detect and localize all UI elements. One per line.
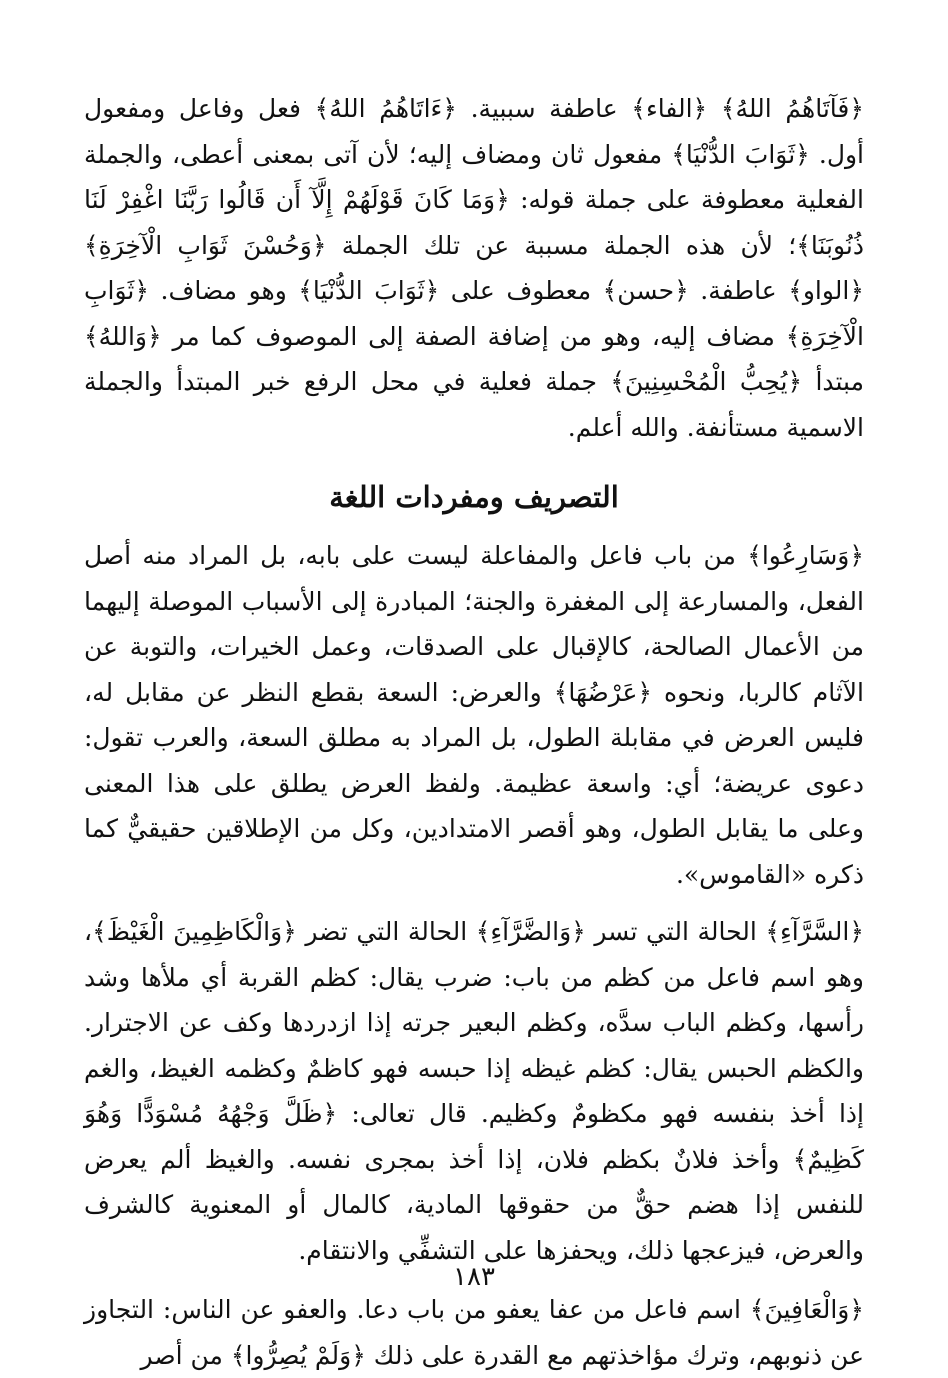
paragraph-sarra-kazimin: ﴿السَّرَّآءِ﴾ الحالة التي تسر ﴿وَالضَّرَّآءِ﴾ الحالة التي تضر ﴿وَالْكَاظِمِينَ الْغَيْظَ﴾، وهو اسم فاعل من كظم من باب: ضرب يقال: كظم القربة أي ملأها وشد رأسها، وكظم الباب سدَّه، وكظم البعير جرته إذا ازدردها وكف عن الاجترار. والكظم الحبس يقال: كظم غيظه إذا حبسه فهو كاظمٌ وكظمه الغيظ، والغم إذا أخذ بنفسه فهو مكظومٌ وكظيم. قال تعالى: ﴿ظَلَّ وَجْهُهُ مُسْوَدًّا وَهُوَ كَظِيمٌ﴾ وأخذ فلانٌ بكظم فلان، إذا أخذ بمجرى نفسه. والغيظ ألم يعرض للنفس إذا هضم حقٌّ من حقوقها المادية، كالمال أو المعنوية كالشرف والعرض، فيزعجها ذلك، ويحفزها على التشفِّي والانتقام. xyxy=(84,917,864,1265)
paragraph-sariu: ﴿وَسَارِعُوا﴾ من باب فاعل والمفاعلة ليست على بابه، بل المراد منه أصل الفعل، والمسارعة إلى المغفرة والجنة؛ المبادرة إلى الأسباب الموصلة إليهما من الأعمال الصالحة، كالإقبال على الصدقات، وعمل الخيرات، والتوبة عن الآثام كالربا، ونحوه ﴿عَرْضُهَا﴾ والعرض: السعة بقطع النظر عن مقابل له، فليس العرض في مقابلة الطول، بل المراد به مطلق السعة، والعرب تقول: دعوى عريضة؛ أي: واسعة عظيمة. ولفظ العرض يطلق على هذا المعنى وعلى ما يقابل الطول، وهو أقصر الامتدادين، وكل من الإطلاقين حقيقيٌّ كما ذكره «القاموس». xyxy=(84,541,864,889)
paragraph-grammar-analysis: ﴿فَآتَاهُمُ اللهُ﴾ ﴿الفاء﴾ عاطفة سببية. ﴿ءَاتَاهُمُ اللهُ﴾ فعل وفاعل ومفعول أول. ﴿ثَوَابَ الدُّنْيَا﴾ مفعول ثان ومضاف إليه؛ لأن آتى بمعنى أعطى، والجملة الفعلية معطوفة على جملة قوله: ﴿وَمَا كَانَ قَوْلَهُمْ إِلَّآ أَن قَالُوا رَبَّنَا اغْفِرْ لَنَا ذُنُوبَنَا﴾؛ لأن هذه الجملة مسببة عن تلك الجملة ﴿وَحُسْنَ ثَوَابِ الْآخِرَةِ﴾ ﴿الواو﴾ عاطفة. ﴿حسن﴾ معطوف على ﴿ثَوَابَ الدُّنْيَا﴾ وهو مضاف. ﴿ثَوَابِ الْآخِرَةِ﴾ مضاف إليه، وهو من إضافة الصفة إلى الموصوف كما مر ﴿وَاللهُ﴾ مبتدأ ﴿يُحِبُّ الْمُحْسِنِينَ﴾ جملة فعلية في محل الرفع خبر المبتدأ والجملة الاسمية مستأنفة. والله أعلم. xyxy=(84,94,864,442)
page-number: ١٨٣ xyxy=(453,1262,495,1292)
section-title: التصريف ومفردات اللغة xyxy=(329,480,619,514)
paragraph-afin: ﴿وَالْعَافِينَ﴾ اسم فاعل من عفا يعفو من باب دعا. والعفو عن الناس: التجاوز عن ذنوبهم، وترك مؤاخذتهم مع القدرة على ذلك ﴿وَلَمْ يُصِرُّوا﴾ من أصر xyxy=(84,1295,864,1370)
